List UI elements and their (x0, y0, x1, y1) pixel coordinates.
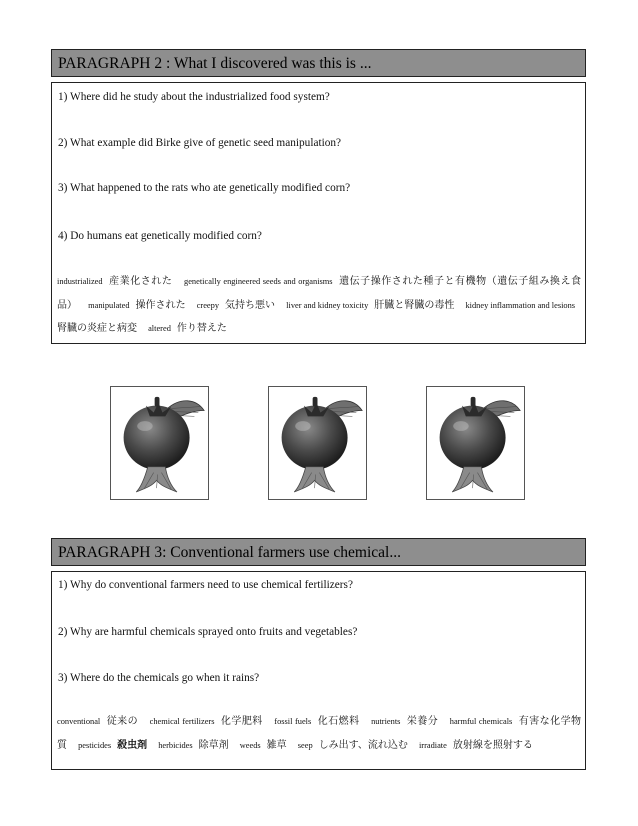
question-p2-3: 3) What happened to the rats who ate genetically modified corn? (58, 182, 351, 194)
paragraph-2-title: PARAGRAPH 2 : What I discovered was this is ... (58, 55, 372, 72)
question-p3-3: 3) Where do the chemicals go when it rains? (58, 672, 260, 684)
vocab-term: altered (148, 324, 171, 333)
vocab-term: creepy (196, 300, 220, 310)
tomato-fish-image-1 (110, 386, 209, 500)
vocab-translation: 栄養分 (406, 716, 439, 727)
vocab-term: conventional (57, 717, 101, 726)
vocab-term: nutrients (371, 717, 401, 726)
vocab-translation: 肝臓と腎臓の毒性 (374, 299, 455, 311)
tomato-fish-icon (269, 387, 366, 499)
vocab-term: pesticides (78, 740, 112, 750)
vocab-translation: 殺虫剤 (117, 739, 148, 751)
question-p2-1: 1) Where did he study about the industrialized food system? (58, 91, 330, 103)
vocab-translation: 腎臓の炎症と病変 (57, 323, 137, 334)
vocab-translation: しみ出す、流れ込む (318, 739, 408, 751)
vocab-term: genetically engineered seeds and organisms (184, 277, 333, 286)
vocab-term: harmful chemicals (449, 717, 513, 726)
vocab-translation: 気持ち悪い (225, 299, 276, 311)
vocabulary-list-p2 (57, 270, 581, 341)
vocab-translation: 化石燃料 (317, 716, 360, 727)
tomato-fish-image-3 (426, 386, 525, 500)
paragraph-3-box (51, 571, 586, 770)
question-p2-4: 4) Do humans eat genetically modified corn? (58, 230, 262, 242)
vocab-translation: 従来の (106, 716, 139, 727)
vocab-translation: 除草剤 (198, 739, 229, 751)
paragraph-2-header (51, 49, 586, 77)
vocab-term: manipulated (88, 300, 130, 310)
vocab-term: industrialized (57, 277, 103, 286)
vocab-translation: 化学肥料 (220, 716, 263, 727)
vocab-translation: 操作された (135, 299, 186, 311)
vocab-translation: 放射線を照射する (452, 739, 533, 751)
tomato-fish-icon (111, 387, 208, 499)
vocabulary-list-p3 (57, 710, 581, 757)
paragraph-3-header (51, 538, 586, 566)
vocab-translation: 遺伝子操作された種子と有機物（遺伝子組み換え食品） (57, 276, 582, 311)
paragraph-2-box (51, 82, 586, 344)
vocab-translation: 有害な化学物質 (57, 716, 582, 751)
vocab-translation: 産業化された (108, 276, 173, 287)
tomato-fish-icon (427, 387, 524, 499)
vocab-translation: 雑草 (266, 739, 287, 751)
vocab-term: chemical fertilizers (149, 717, 215, 726)
question-p2-2: 2) What example did Birke give of genetic seed manipulation? (58, 137, 342, 149)
vocab-term: kidney inflammation and lesions (465, 300, 576, 310)
vocab-term: seep (297, 740, 313, 750)
vocab-term: liver and kidney toxicity (286, 300, 369, 310)
vocab-term: weeds (239, 740, 261, 750)
question-p3-2: 2) Why are harmful chemicals sprayed onto fruits and vegetables? (58, 626, 358, 638)
vocab-translation: 作り替えた (176, 323, 227, 334)
question-p3-1: 1) Why do conventional farmers need to use chemical fertilizers? (58, 579, 353, 591)
vocab-term: fossil fuels (274, 717, 312, 726)
vocab-term: irradiate (418, 740, 447, 750)
vocab-term: herbicides (158, 740, 193, 750)
tomato-fish-image-2 (268, 386, 367, 500)
paragraph-3-title: PARAGRAPH 3: Conventional farmers use chemical... (58, 544, 401, 561)
